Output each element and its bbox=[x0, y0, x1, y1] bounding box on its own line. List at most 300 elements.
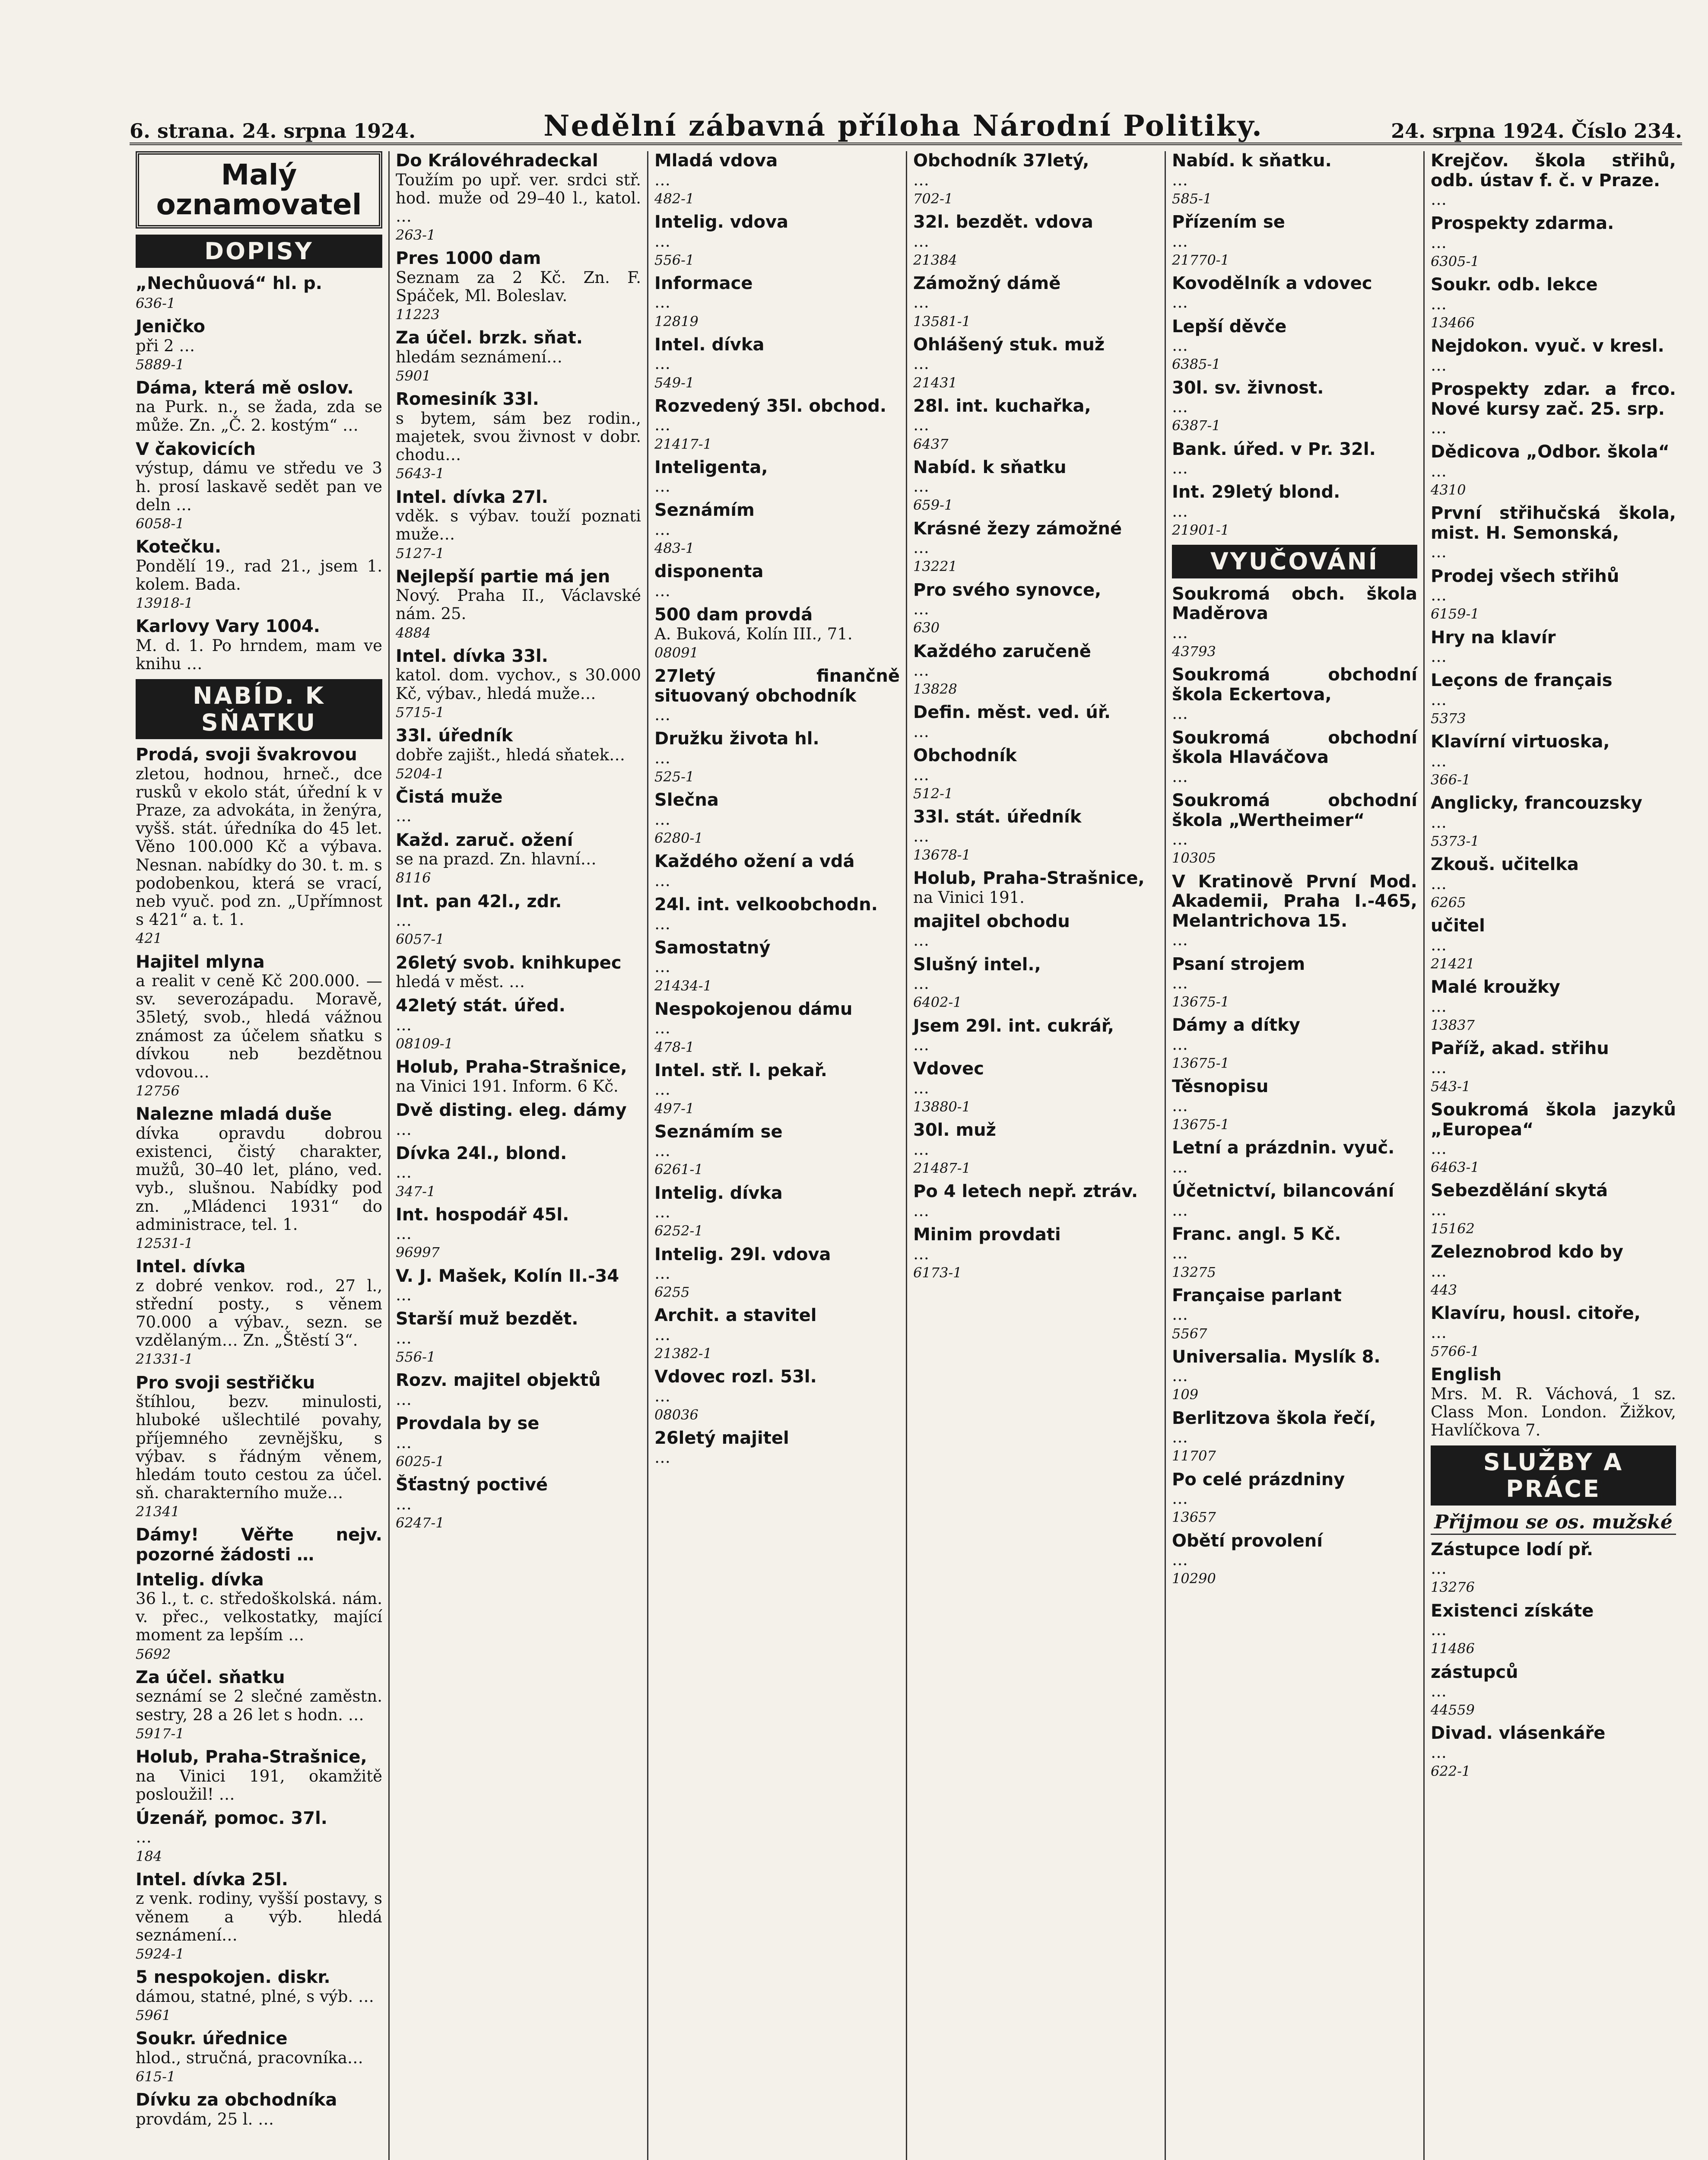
ad-code: 366-1 bbox=[1431, 772, 1471, 788]
classified-ad bbox=[396, 567, 641, 642]
ad-code: 6385-1 bbox=[1172, 356, 1221, 373]
ad-body: … bbox=[1172, 502, 1188, 521]
ad-body: štíhlou, bezv. minulosti, hluboké ušlechtilé povahy, příjemného zevnějšku, s výbav. s řádným věnem, hledám touto cestou za účel. sň. charakterního muže… bbox=[136, 1392, 382, 1502]
ad-code: 6261-1 bbox=[654, 1161, 703, 1178]
section-banner-vyucovani: VYUČOVÁNÍ bbox=[1172, 545, 1417, 578]
ad-code: 6057-1 bbox=[396, 931, 444, 948]
ad-heading: Obchodník bbox=[913, 746, 1017, 766]
ad-heading: V Kratinově První Mod. Akademii, Praha I.-465, Melantrichova 15. bbox=[1172, 871, 1417, 931]
classified-ad bbox=[136, 953, 382, 1100]
classified-ad bbox=[1172, 274, 1417, 312]
ad-heading: Soukromá obchodní škola „Wertheimer“ bbox=[1172, 791, 1417, 830]
ad-body: … bbox=[396, 911, 412, 930]
ad-body: … bbox=[913, 661, 929, 680]
classified-ad bbox=[1431, 380, 1676, 437]
ad-body: … bbox=[396, 1163, 412, 1182]
ad-body: … bbox=[654, 1203, 670, 1222]
classified-ad bbox=[136, 1809, 382, 1865]
ad-body: … bbox=[654, 232, 670, 251]
ad-code: 13675-1 bbox=[1172, 1055, 1229, 1072]
ad-heading: majitel obchodu bbox=[913, 911, 1070, 931]
ad-heading: Těsnopisu bbox=[1172, 1077, 1269, 1097]
ad-heading: Intel. dívka 27l. bbox=[396, 487, 548, 507]
classified-ad bbox=[1431, 504, 1676, 561]
ads-list-6b bbox=[1431, 1540, 1676, 1780]
section-title-maly-oznamovatel: Malý oznamovatel bbox=[136, 151, 382, 229]
ad-code: 21901-1 bbox=[1172, 522, 1229, 539]
ad-heading: Úzenář, pomoc. 37l. bbox=[136, 1808, 328, 1828]
classified-ad bbox=[136, 1968, 382, 2024]
ad-body: hlod., stručná, pracovníka… bbox=[136, 2048, 363, 2067]
ad-body: … bbox=[396, 1433, 412, 1452]
ad-code: 4310 bbox=[1431, 482, 1466, 499]
ad-heading: Slušný intel., bbox=[913, 954, 1041, 975]
classified-ad bbox=[654, 458, 900, 496]
ad-heading: Prospekty zdarma. bbox=[1431, 213, 1614, 234]
ad-code: 636-1 bbox=[136, 295, 176, 311]
ad-body: M. d. 1. Po hrndem, mam ve knihu … bbox=[136, 636, 382, 673]
ad-code: 659-1 bbox=[913, 497, 953, 514]
ad-body: … bbox=[654, 957, 670, 976]
classified-ad bbox=[1431, 214, 1676, 270]
ad-code: 630 bbox=[913, 619, 940, 636]
ad-code: 21331-1 bbox=[136, 1351, 193, 1368]
ad-heading: Holub, Praha-Strašnice, bbox=[136, 1747, 367, 1767]
ad-body: … bbox=[1431, 1620, 1447, 1639]
ad-body: … bbox=[1172, 1305, 1188, 1324]
column-3 bbox=[647, 151, 906, 2160]
ad-heading: Po 4 letech nepř. ztráv. bbox=[913, 1182, 1138, 1202]
ads-list-6a bbox=[1431, 151, 1676, 1439]
classified-ad bbox=[1431, 855, 1676, 911]
ad-heading: Nabíd. k sňatku. bbox=[1172, 151, 1332, 171]
ad-heading: Lepší děvče bbox=[1172, 316, 1287, 337]
ad-heading: Šťastný poctivé bbox=[396, 1475, 548, 1495]
ad-heading: Dáma, která mě oslov. bbox=[136, 378, 354, 398]
ad-heading: Romesiník 33l. bbox=[396, 389, 539, 410]
ad-heading: Účetnictví, bilancování bbox=[1172, 1181, 1394, 1201]
classified-ad bbox=[1172, 378, 1417, 435]
ad-code: 443 bbox=[1431, 1282, 1457, 1299]
ad-heading: 26letý svob. knihkupec bbox=[396, 953, 622, 973]
ad-body: … bbox=[1431, 1682, 1447, 1701]
ad-heading: 24l. int. velkoobchodn. bbox=[654, 895, 878, 915]
classified-ad bbox=[1431, 1540, 1676, 1596]
ad-body: … bbox=[913, 170, 929, 189]
ad-heading: Intel. stř. l. pekař. bbox=[654, 1060, 827, 1080]
ad-heading: Čistá muže bbox=[396, 787, 503, 807]
ad-body: … bbox=[913, 1140, 929, 1159]
ad-code: 615-1 bbox=[136, 2068, 176, 2085]
ad-code: 21382-1 bbox=[654, 1345, 712, 1362]
ad-body: dobře zajišt., hledá sňatek… bbox=[396, 745, 625, 764]
ad-body: zletou, hodnou, hrneč., dce rusků v ekolo stát, úřední k v Praze, za advokáta, in ženýra, vyšš. stát. úředníka do 45 let. Věno 100.000 Kč a výbava. Nesnan. nabídky do 30. t. m. s podobenkou, která se vrací, neb vyuč. pod zn. „Upřímnost s 421“ a. t. 1. bbox=[136, 764, 382, 929]
ad-body: … bbox=[1172, 170, 1188, 189]
ad-body: … bbox=[1431, 294, 1447, 313]
classified-ad bbox=[1431, 567, 1676, 623]
ad-body: … bbox=[1431, 1323, 1447, 1342]
ad-body: … bbox=[913, 765, 929, 784]
ad-code: 11707 bbox=[1172, 1448, 1216, 1464]
ad-body: … bbox=[654, 1387, 670, 1406]
ad-body: … bbox=[913, 354, 929, 373]
classified-ad bbox=[396, 390, 641, 482]
classified-ad bbox=[396, 726, 641, 782]
ad-code: 184 bbox=[136, 1848, 162, 1865]
ad-body: … bbox=[1172, 1244, 1188, 1263]
ad-code: 21341 bbox=[136, 1503, 180, 1520]
ad-code: 6463-1 bbox=[1431, 1159, 1479, 1176]
ad-code: 497-1 bbox=[654, 1100, 695, 1117]
subsection-prijmou-se: Přijmou se os. mužské bbox=[1431, 1512, 1676, 1534]
ad-body: … bbox=[913, 722, 929, 741]
ad-heading: Samostatný bbox=[654, 937, 771, 958]
classified-ad bbox=[136, 274, 382, 312]
ad-heading: V čakovicích bbox=[136, 439, 256, 459]
classified-ad bbox=[1431, 628, 1676, 666]
classified-ad bbox=[654, 335, 900, 391]
ad-code: 6280-1 bbox=[654, 830, 703, 847]
ad-body: … bbox=[1172, 767, 1188, 786]
classified-ad bbox=[136, 1257, 382, 1368]
ad-body: … bbox=[396, 1224, 412, 1243]
ad-code: 702-1 bbox=[913, 190, 953, 207]
section-banner-sluzby: SLUŽBY A PRÁCE bbox=[1431, 1445, 1676, 1506]
classified-ad bbox=[1172, 1225, 1417, 1281]
ad-code: 5643-1 bbox=[396, 465, 444, 482]
ad-code: 13581-1 bbox=[913, 313, 971, 330]
ads-list-5b bbox=[1172, 584, 1417, 1588]
ad-body: … bbox=[654, 520, 670, 539]
ad-heading: Karlovy Vary 1004. bbox=[136, 616, 320, 637]
ads-list-2 bbox=[396, 151, 641, 1531]
ad-heading: Ohlášený stuk. muž bbox=[913, 334, 1105, 355]
ad-heading: Dívku za obchodníka bbox=[136, 2090, 337, 2110]
ad-heading: Soukr. úřednice bbox=[136, 2029, 288, 2049]
classified-ad bbox=[1172, 1016, 1417, 1072]
ad-body: provdám, 25 l. … bbox=[136, 2109, 274, 2128]
ad-heading: Vdovec rozl. 53l. bbox=[654, 1367, 817, 1387]
ad-heading: 500 dam provdá bbox=[654, 605, 813, 625]
ad-code: 549-1 bbox=[654, 374, 695, 391]
ad-body: hledá v měst. … bbox=[396, 972, 525, 991]
ad-body: … bbox=[136, 1828, 152, 1847]
column-2 bbox=[388, 151, 647, 2160]
column-6 bbox=[1423, 151, 1682, 2160]
ad-heading: Bank. úřed. v Pr. 32l. bbox=[1172, 439, 1376, 459]
ad-code: 5567 bbox=[1172, 1325, 1207, 1342]
classified-ad bbox=[913, 151, 1159, 207]
ad-code: 585-1 bbox=[1172, 190, 1212, 207]
ad-heading: První střihučská škola, mist. H. Semonská, bbox=[1431, 503, 1676, 543]
classified-ad bbox=[654, 397, 900, 453]
ad-body: na Purk. n., se žada, zda se může. Zn. „Č. 2. kostým“ … bbox=[136, 397, 382, 435]
ad-heading: Klavíru, housl. citoře, bbox=[1431, 1303, 1641, 1324]
ad-heading: Paříž, akad. střihu bbox=[1431, 1038, 1609, 1058]
ads-list-3 bbox=[654, 151, 900, 1467]
classified-ad bbox=[913, 397, 1159, 453]
ad-heading: Rozvedený 35l. obchod. bbox=[654, 396, 887, 416]
ad-heading: Int. pan 42l., zdr. bbox=[396, 891, 562, 912]
ad-heading: Intelig. dívka bbox=[654, 1183, 783, 1203]
ad-heading: Slečna bbox=[654, 790, 719, 810]
ad-heading: Berlitzova škola řečí, bbox=[1172, 1408, 1376, 1428]
ad-body: … bbox=[1172, 1550, 1188, 1569]
ad-body: … bbox=[913, 416, 929, 435]
classified-ad bbox=[1172, 151, 1417, 207]
ad-code: 13837 bbox=[1431, 1016, 1475, 1033]
ad-heading: Minim provdati bbox=[913, 1224, 1061, 1245]
ad-body: … bbox=[654, 1080, 670, 1099]
ad-body: … bbox=[654, 170, 670, 189]
ad-body: … bbox=[1431, 1139, 1447, 1158]
classified-ad bbox=[654, 213, 900, 269]
ad-body: … bbox=[1172, 293, 1188, 312]
ad-code: 21770-1 bbox=[1172, 251, 1229, 268]
ad-body: … bbox=[654, 1141, 670, 1160]
ad-code: 6437 bbox=[913, 435, 949, 452]
classified-ad bbox=[654, 1122, 900, 1178]
ad-code: 5889-1 bbox=[136, 356, 184, 373]
classified-ad bbox=[913, 274, 1159, 330]
ad-code: 347-1 bbox=[396, 1183, 436, 1200]
ad-heading: Nalezne mladá duše bbox=[136, 1104, 332, 1124]
ad-heading: Za účel. brzk. sňat. bbox=[396, 328, 583, 348]
ad-body: … bbox=[1172, 336, 1188, 355]
classified-ad bbox=[654, 605, 900, 661]
ad-code: 5127-1 bbox=[396, 545, 444, 562]
classified-ad bbox=[1172, 1286, 1417, 1342]
classified-ad bbox=[913, 1121, 1159, 1177]
ad-code: 43793 bbox=[1172, 643, 1216, 660]
ad-code: 21431 bbox=[913, 374, 957, 391]
ad-code: 6255 bbox=[654, 1284, 690, 1301]
ads-list-1a bbox=[136, 274, 382, 673]
classified-ad bbox=[913, 519, 1159, 575]
classified-ad bbox=[654, 1367, 900, 1423]
classified-ad bbox=[1172, 872, 1417, 950]
ad-code: 5373-1 bbox=[1431, 833, 1479, 849]
ad-code: 08109-1 bbox=[396, 1036, 453, 1052]
ad-heading: Rozv. majitel objektů bbox=[396, 1370, 601, 1391]
classified-ad bbox=[396, 1371, 641, 1409]
ad-heading: Malé kroužky bbox=[1431, 977, 1560, 997]
classified-ad bbox=[1172, 440, 1417, 478]
ad-heading: Holub, Praha-Strašnice, bbox=[913, 868, 1145, 889]
ad-body: … bbox=[1431, 461, 1447, 480]
classified-ad bbox=[396, 1475, 641, 1531]
classified-ad bbox=[396, 1414, 641, 1470]
ad-body: … bbox=[1172, 1201, 1188, 1220]
classified-ad bbox=[654, 501, 900, 557]
ad-body: … bbox=[1172, 459, 1188, 478]
ad-heading: Inteligenta, bbox=[654, 457, 768, 477]
page-number: 6. strana. 24. srpna 1924. bbox=[130, 119, 416, 143]
ad-heading: Intelig. 29l. vdova bbox=[654, 1244, 831, 1264]
ad-body: … bbox=[1172, 704, 1188, 723]
ad-body: … bbox=[913, 1036, 929, 1055]
classified-ad bbox=[136, 1373, 382, 1521]
ad-body: … bbox=[1172, 1035, 1188, 1054]
ad-body: Seznam za 2 Kč. Zn. F. Spáček, Ml. Boleslav. bbox=[396, 268, 641, 305]
ad-body: … bbox=[913, 1244, 929, 1263]
ad-body: … bbox=[654, 914, 670, 933]
ad-heading: 33l. úředník bbox=[396, 725, 513, 746]
ad-body: hledám seznámení… bbox=[396, 347, 563, 366]
ad-heading: English bbox=[1431, 1365, 1502, 1385]
ad-code: 21384 bbox=[913, 251, 957, 268]
ad-body: na Vinici 191. Inform. 6 Kč. bbox=[396, 1077, 619, 1096]
classified-ad bbox=[1431, 337, 1676, 375]
ad-code: 6402-1 bbox=[913, 994, 962, 1011]
ad-heading: 5 nespokojen. diskr. bbox=[136, 1967, 330, 1988]
classified-ad bbox=[654, 151, 900, 207]
classified-ad bbox=[136, 1870, 382, 1963]
ad-body: … bbox=[913, 477, 929, 496]
ad-code: 08036 bbox=[654, 1407, 698, 1423]
ad-body: … bbox=[1172, 1157, 1188, 1176]
ad-code: 6159-1 bbox=[1431, 606, 1479, 623]
ad-body: výstup, dámu ve středu ve 3 h. prosí laskavě sedět pan ve deln … bbox=[136, 459, 382, 514]
ad-code: 556-1 bbox=[654, 251, 695, 268]
ad-code: 6265 bbox=[1431, 894, 1466, 911]
ad-body: … bbox=[913, 931, 929, 950]
ad-body: … bbox=[396, 1015, 412, 1034]
ad-body: … bbox=[1431, 1201, 1447, 1220]
classified-ad bbox=[654, 1245, 900, 1301]
ad-body: … bbox=[1431, 935, 1447, 954]
ad-body: s bytem, sám bez rodin., majetek, svou živnost v dobr. chodu… bbox=[396, 409, 641, 464]
ad-body: … bbox=[1172, 397, 1188, 416]
classified-ad bbox=[1172, 483, 1417, 539]
classified-ad bbox=[913, 1182, 1159, 1220]
ad-body: … bbox=[1172, 1366, 1188, 1385]
classified-ad bbox=[913, 642, 1159, 698]
classified-ad bbox=[136, 1570, 382, 1663]
classified-ad bbox=[654, 274, 900, 330]
ad-body: … bbox=[1431, 419, 1447, 438]
classified-ad bbox=[136, 1747, 382, 1804]
classified-ad bbox=[654, 852, 900, 890]
ad-body: Nový. Praha II., Václavské nám. 25. bbox=[396, 586, 641, 623]
classified-ad bbox=[913, 955, 1159, 1011]
ad-body: … bbox=[654, 1264, 670, 1283]
ad-body: … bbox=[396, 807, 412, 826]
classified-ad bbox=[1431, 1724, 1676, 1780]
classified-ad bbox=[396, 328, 641, 384]
column-1 bbox=[130, 151, 388, 2160]
section-banner-satky: NABÍD. K SŇATKU bbox=[136, 679, 382, 739]
ad-heading: Sebezdělání skytá bbox=[1431, 1181, 1608, 1201]
classified-ad bbox=[1431, 671, 1676, 727]
masthead bbox=[130, 104, 1682, 145]
classified-ad bbox=[913, 1225, 1159, 1281]
ad-body: 36 l., t. c. středoškolská. nám. v. přec., velkostatky, mající moment za lepším … bbox=[136, 1589, 382, 1645]
ad-code: 10305 bbox=[1172, 850, 1216, 867]
classified-ad bbox=[1172, 1077, 1417, 1133]
ad-body: na Vinici 191. bbox=[913, 888, 1025, 907]
ad-code: 21417-1 bbox=[654, 435, 712, 452]
ad-code: 08091 bbox=[654, 644, 698, 661]
ad-heading: Int. hospodář 45l. bbox=[396, 1204, 569, 1225]
ad-body: … bbox=[913, 538, 929, 557]
ad-heading: Jsem 29l. int. cukrář, bbox=[913, 1016, 1114, 1036]
classified-ad bbox=[396, 892, 641, 948]
ad-body: … bbox=[1172, 974, 1188, 993]
ad-body: a realit v ceně Kč 200.000. — sv. severozápadu. Moravě, 35letý, svob., hledá vážnou známost za účelem sňatku s dívkou neb bezdětnou vdovou… bbox=[136, 972, 382, 1081]
ad-heading: Dědicova „Odbor. škola“ bbox=[1431, 442, 1670, 462]
ad-body: A. Buková, Kolín III., 71. bbox=[654, 624, 853, 643]
classified-ad bbox=[654, 1306, 900, 1362]
ad-body: … bbox=[1172, 1096, 1188, 1115]
classified-ad bbox=[1172, 1531, 1417, 1588]
ad-heading: Divad. vlásenkáře bbox=[1431, 1723, 1606, 1744]
ad-code: 13657 bbox=[1172, 1509, 1216, 1526]
ad-heading: Intelig. vdova bbox=[654, 212, 789, 232]
ad-body: … bbox=[1431, 1261, 1447, 1280]
ad-heading: V. J. Mašek, Kolín II.-34 bbox=[396, 1266, 619, 1286]
ad-heading: Mladá vdova bbox=[654, 151, 778, 171]
ad-body: při 2 … bbox=[136, 336, 195, 355]
classified-ad bbox=[1172, 584, 1417, 661]
ad-heading: Intel. dívka bbox=[654, 334, 765, 355]
ad-code: 6387-1 bbox=[1172, 417, 1221, 434]
ad-heading: Franc. angl. 5 Kč. bbox=[1172, 1224, 1341, 1244]
ad-heading: Zástupce lodí př. bbox=[1431, 1539, 1594, 1560]
paper-title: Nedělní zábavná příloha Národní Politiky. bbox=[543, 109, 1264, 143]
ad-heading: Soukr. odb. lekce bbox=[1431, 275, 1598, 295]
classified-ad bbox=[913, 912, 1159, 950]
classified-ad bbox=[913, 1016, 1159, 1055]
classified-ad bbox=[1431, 1181, 1676, 1237]
ad-heading: Psaní strojem bbox=[1172, 954, 1305, 974]
ads-list-1b bbox=[136, 745, 382, 2128]
classified-ad bbox=[1172, 955, 1417, 1011]
ad-heading: 26letý majitel bbox=[654, 1428, 789, 1448]
ad-heading: Každého ožení a vdá bbox=[654, 851, 855, 872]
ad-code: 13466 bbox=[1431, 314, 1475, 331]
ad-body: dámou, statné, plné, s výb. … bbox=[136, 1987, 375, 2006]
ad-code: 5766-1 bbox=[1431, 1343, 1479, 1360]
ad-heading: Letní a prázdnin. vyuč. bbox=[1172, 1138, 1395, 1158]
ad-heading: Seznámím se bbox=[654, 1121, 783, 1142]
ad-body: vděk. s výbav. touží poznati muže… bbox=[396, 507, 641, 544]
ad-heading: Holub, Praha-Strašnice, bbox=[396, 1057, 627, 1077]
ad-body: … bbox=[1431, 874, 1447, 893]
classified-ad bbox=[1172, 1347, 1417, 1404]
ad-body: … bbox=[1431, 1559, 1447, 1578]
ad-heading: Obětí provolení bbox=[1172, 1531, 1323, 1551]
classified-ad bbox=[654, 791, 900, 847]
ad-heading: Zkouš. učitelka bbox=[1431, 854, 1579, 875]
ad-heading: Krásné žezy zámožné bbox=[913, 518, 1122, 539]
ad-heading: 28l. int. kuchařka, bbox=[913, 396, 1091, 416]
ad-body: … bbox=[1431, 356, 1447, 375]
ad-body: … bbox=[654, 749, 670, 768]
ad-body: … bbox=[1431, 1058, 1447, 1077]
ad-body: katol. dom. vychov., s 30.000 Kč, výbav., hledá muže… bbox=[396, 666, 641, 703]
classified-ad bbox=[1431, 151, 1676, 209]
ad-body: se na prazd. Zn. hlavní… bbox=[396, 850, 597, 869]
ad-heading: Po celé prázdniny bbox=[1172, 1469, 1345, 1490]
ad-code: 13675-1 bbox=[1172, 1116, 1229, 1133]
ad-body: … bbox=[654, 871, 670, 890]
classified-ad bbox=[396, 1144, 641, 1200]
ad-heading: Dvě disting. eleg. dámy bbox=[396, 1100, 627, 1120]
classified-ad bbox=[1172, 665, 1417, 723]
classified-ad bbox=[396, 996, 641, 1052]
classified-ad bbox=[1172, 317, 1417, 373]
